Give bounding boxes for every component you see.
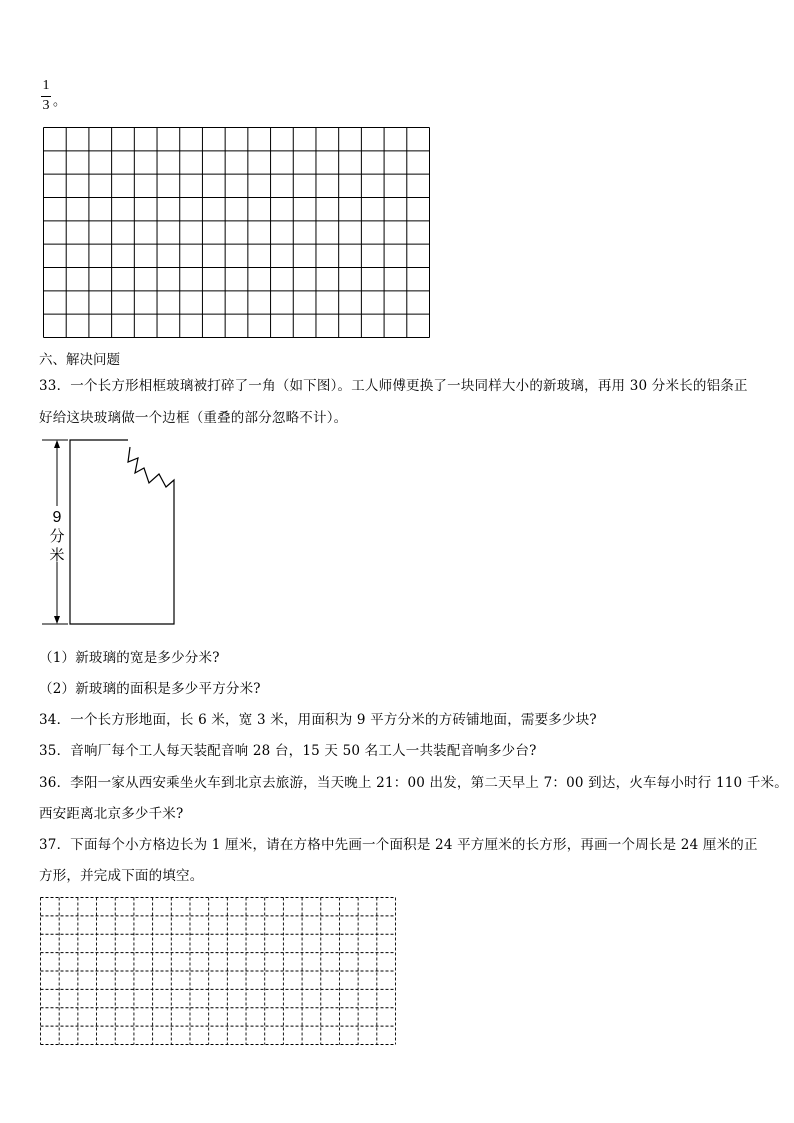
question-33-sub-1: （1）新玻璃的宽是多少分米?: [39, 650, 220, 666]
dimension-label-unit-1: 分: [49, 527, 65, 545]
broken-glass-figure: [38, 436, 183, 630]
fraction-denominator: 3: [42, 98, 50, 113]
dimension-arrow-down: [54, 616, 60, 624]
question-37-line-2: 方形，并完成下面的填空。: [39, 868, 204, 884]
glass-outline: [70, 440, 174, 624]
question-35: 35．音响厂每个工人每天装配音响 28 台，15 天 50 名工人一共装配音响多少台?: [39, 743, 537, 759]
fraction-period: 。: [53, 93, 67, 108]
question-34: 34．一个长方形地面，长 6 米，宽 3 米，用面积为 9 平方分米的方砖铺地面，需要多少块?: [39, 712, 597, 728]
dimension-arrow-up: [54, 440, 60, 448]
solid-grid: [43, 127, 430, 338]
fraction-bar: [41, 96, 51, 97]
question-33-sub-2: （2）新玻璃的面积是多少平方分米?: [39, 681, 261, 697]
dashed-grid: [40, 897, 396, 1045]
dimension-label-unit-2: 米: [49, 546, 65, 564]
fraction-numerator: 1: [42, 78, 50, 93]
question-36-line-1: 36．李阳一家从西安乘坐火车到北京去旅游，当天晚上 21：00 出发，第二天早上 7：00 到达，火车每小时行 110 千米。: [39, 775, 788, 791]
dimension-label-number: 9: [52, 509, 62, 526]
question-37-line-1: 37．下面每个小方格边长为 1 厘米，请在方格中先画一个面积是 24 平方厘米的长方形，再画一个周长是 24 厘米的正: [39, 837, 758, 853]
question-33-line-1: 33．一个长方形相框玻璃被打碎了一角（如下图）。工人师傅更换了一块同样大小的新玻璃，再用 30 分米长的铝条正: [39, 378, 748, 394]
section-title: 六、解决问题: [39, 352, 120, 368]
question-36-line-2: 西安距离北京多少千米?: [39, 806, 184, 822]
question-33-line-2: 好给这块玻璃做一个边框（重叠的部分忽略不计）。: [39, 410, 348, 426]
